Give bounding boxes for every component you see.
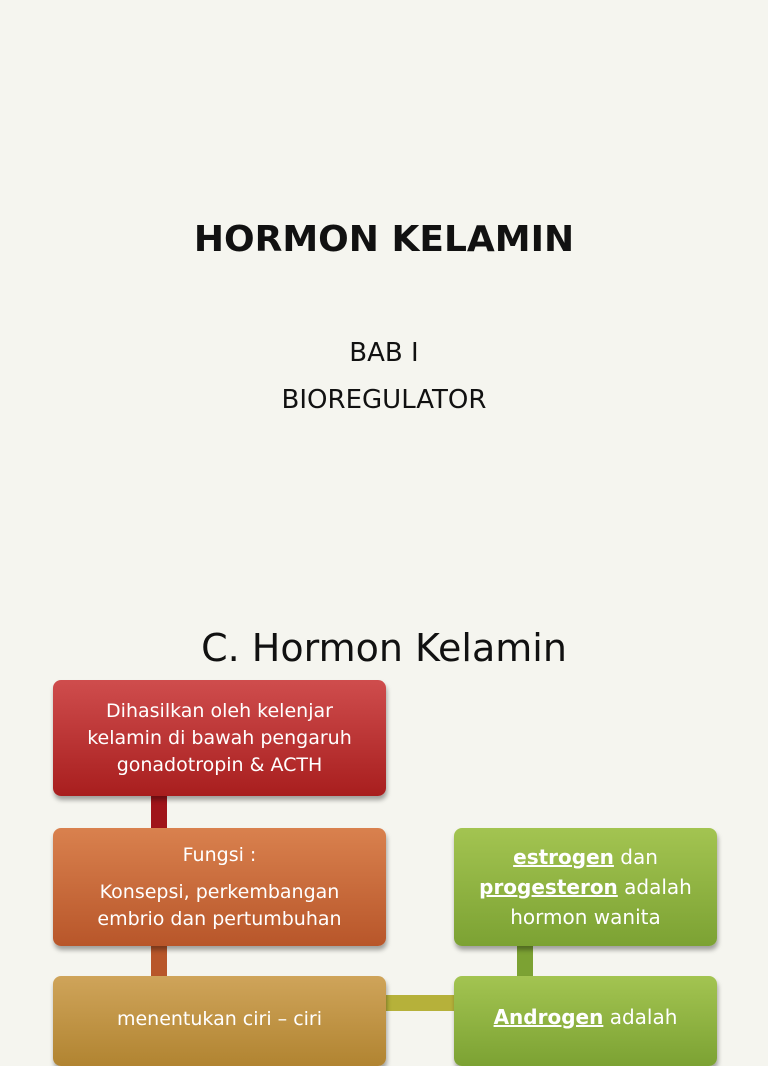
connector-green-vertical	[517, 946, 533, 976]
male-line-1	[494, 1004, 678, 1031]
male-hormones-box	[454, 976, 717, 1066]
slide-title: HORMON KELAMIN	[193, 219, 575, 260]
produced-line-3: gonadotropin & ACTH	[116, 753, 323, 776]
function-heading: Fungsi :	[182, 843, 257, 866]
term-estrogen: estrogen	[513, 845, 614, 869]
produced-line-2: kelamin di bawah pengaruh	[87, 726, 352, 749]
male-text-1: adalah	[603, 1005, 678, 1029]
function-line-2: embrio dan pertumbuhan	[97, 907, 342, 930]
female-line-3: hormon wanita	[510, 905, 661, 929]
female-hormones-box	[454, 828, 717, 946]
term-androgen: Androgen	[493, 1005, 604, 1029]
connector-orange-gold	[151, 946, 167, 976]
function-box	[53, 828, 386, 946]
female-text-1: dan	[613, 845, 658, 869]
term-progesteron: progesteron	[479, 875, 618, 899]
function-line-1: Konsepsi, perkembangan	[99, 880, 340, 903]
connector-horizontal	[384, 995, 454, 1011]
female-text-2: adalah	[617, 875, 692, 899]
slide-subtitle-chapter: BAB I	[349, 338, 419, 368]
slide-heading: C. Hormon Kelamin	[201, 626, 567, 670]
traits-box	[53, 976, 386, 1066]
female-line-2	[479, 872, 692, 902]
content-slide	[0, 576, 768, 1030]
connector-red-orange	[151, 796, 167, 828]
produced-line-1: Dihasilkan oleh kelenjar	[106, 699, 333, 722]
produced-by-box	[53, 680, 386, 796]
slide-subtitle-topic: BIOREGULATOR	[281, 385, 487, 415]
traits-line-1: menentukan ciri – ciri	[116, 1008, 323, 1030]
female-line-1	[513, 842, 658, 872]
